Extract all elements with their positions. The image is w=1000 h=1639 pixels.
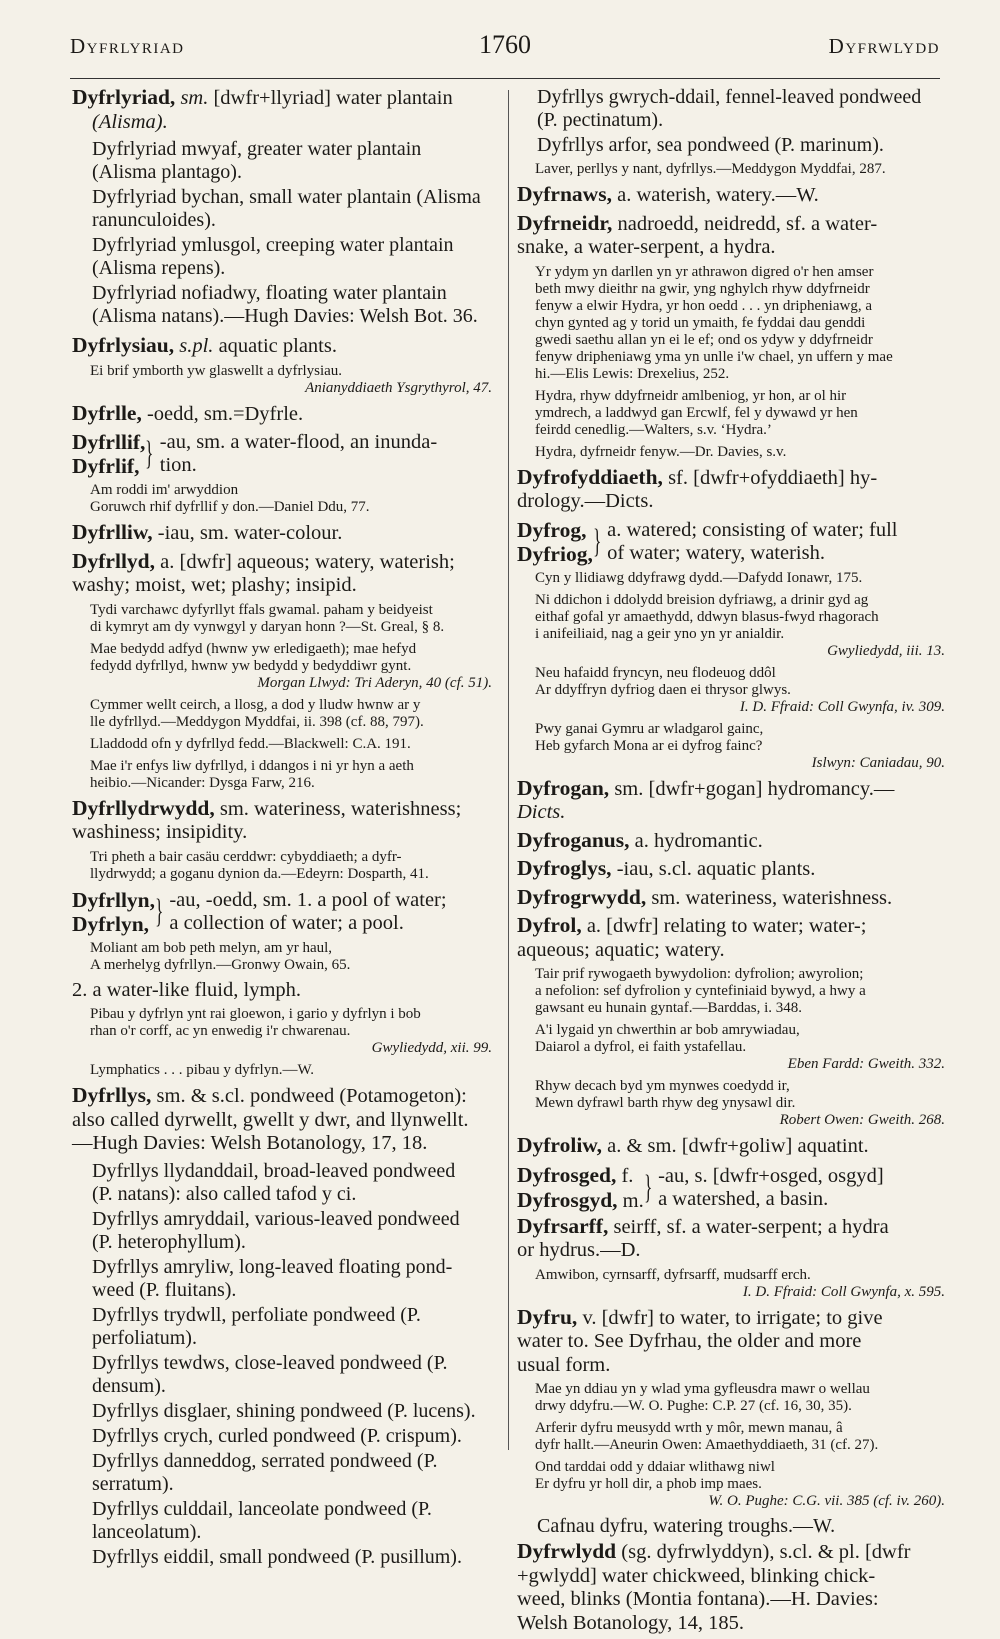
quotation: Mae i'r enfys liw dyfrllyd, i ddangos i ni yr hyn a aeth heibio.—Nicander: Dysga Farw, 216. — [90, 757, 414, 791]
page-number: 1760 — [479, 30, 531, 59]
subentry: Cafnau dyfru, watering troughs.—W. — [537, 1515, 836, 1537]
entry-dyfroliw: Dyfroliw, a. & sm. [dwfr+goliw] aquatint. — [517, 1133, 869, 1157]
subentry: Dyfrllys amryliw, long-leaved floating pond- weed (P. fluitans). — [92, 1255, 453, 1301]
entry-dyfrol: Dyfrol, a. [dwfr] relating to water; water-; aqueous; aquatic; watery. — [517, 913, 867, 961]
quotation: Tydi varchawc dyfyrllyt ffals gwamal. paham y beidyeist di kymryt am dy vynwgyl y daryan honn ?—St. Greal, § 8. — [90, 601, 445, 635]
subentry: Dyfrllys gwrych-ddail, fennel-leaved pondweed (P. pectinatum). — [537, 86, 922, 131]
quotation: Tair prif rywogaeth bywydolion: dyfrolion; awyrolion; a nefolion: sef dyfrolion y cyntefiniaid bywyd, a hwy a gawsant eu hunain gyntaf.—Barddas, i. 348. — [535, 966, 866, 1016]
subentry: Dyfrllys danneddog, serrated pondweed (P. serratum). — [92, 1449, 438, 1495]
subentry: Dyfrllys tewdws, close-leaved pondweed (P. densum). — [92, 1351, 448, 1397]
entry-dyfru: Dyfru, v. [dwfr] to water, to irrigate; to give water to. See Dyfrhau, the older and more usual form. — [517, 1304, 883, 1376]
entry-dyfrllys: Dyfrllys, sm. & s.cl. pondweed (Potamogeton): also called dyrwellt, gwellt y dwr, and llynwellt. —Hugh Davies: Welsh Botanology, 17, 18. — [72, 1083, 469, 1154]
sense-2: 2. a water-like fluid, lymph. — [72, 978, 302, 1001]
entry-dyfrlle: Dyfrlle, -oedd, sm.=Dyfrle. — [72, 400, 304, 425]
entry-dyfroglys: Dyfroglys, -iau, s.cl. aquatic plants. — [517, 856, 816, 880]
quotation: Amwibon, cyrnsarff, dyfrsarff, mudsarff erch. I. D. Ffraid: Coll Gwynfa, x. 595. — [535, 1266, 945, 1300]
entry-dyfrlliw: Dyfrlliw, -iau, sm. water-colour. — [72, 520, 343, 544]
entry-dyfrofyddiaeth: Dyfrofyddiaeth, sf. [dwfr+ofyddiaeth] hy- drology.—Dicts. — [517, 464, 878, 512]
entry-dyfrnaws: Dyfrnaws, a. waterish, watery.—W. — [517, 182, 819, 206]
brace: } — [155, 892, 164, 930]
quotation: Rhyw decach byd ym mynwes coedydd ir, Mewn dyfrawl barth rhyw deg ynysawl dir. Robert Owen: Gweith. 268. — [535, 1078, 945, 1128]
quotation: Ni ddichon i ddolydd breision dyfriawg, a drinir gyd ag eithaf gofal yr amaethydd, ddwyn blasus-fwyd rhagorach i anifeiliaid, nag a geir yno yn yr anialdir. Gwyliedydd, iii. 13. — [535, 591, 945, 659]
quotation: Cyn y llidiawg ddyfrawg dydd.—Dafydd Ionawr, 175. — [535, 569, 863, 586]
entry-dyfroganus: Dyfroganus, a. hydromantic. — [517, 827, 763, 852]
quotation: Mae yn ddiau yn y wlad yma gyfleusdra mawr o wellau drwy ddyfru.—W. O. Pughe: C.P. 27 (cf. 16, 30, 35). — [535, 1381, 870, 1414]
subentry: Dyfrlyriad mwyaf, greater water plantain (Alisma plantago). — [92, 138, 422, 183]
entry-dyfrog: Dyfrog, Dyfriog, } a. watered; consisting of water; full of water; watery, waterish. — [517, 517, 898, 566]
quotation: Ei brif ymborth yw glaswellt a dyfrlysiau. Anianyddiaeth Ysgrythyrol, 47. — [90, 362, 492, 396]
brace: } — [145, 435, 154, 472]
entry-dyfrogan: Dyfrogan, sm. [dwfr+gogan] hydromancy.— Dicts. — [517, 775, 895, 823]
subentry: Dyfrllys trydwll, perfoliate pondweed (P. perfoliatum). — [92, 1303, 421, 1349]
quotation: Yr ydym yn darllen yn yr athrawon digred o'r hen amser beth mwy dieithr na gwir, yng nghylch rhyw ddyfrneidr fenyw a elwir Hydra, yr hon oedd . . . yn dripheniawg, a chyn gynted ag y torid un ymaith, fe fyddai dau genddi gwedi saethu allan yn ei le ef; ond os ydyw y ddyfrneidr fenyw dripheniawg yma yn unlle i'w chael, yn uffern y mae hi.—Elis Lewis: Drexelius, 252. — [535, 263, 893, 382]
brace: } — [643, 1168, 652, 1206]
quotation: Mae bedydd adfyd (hwnw yw erledigaeth); mae hefyd fedydd dyfrllyd, hwnw yw bedydd y bedyddiwr gynt. Morgan Llwyd: Tri Aderyn, 40 (cf. 51). — [90, 640, 492, 691]
quotation: Hydra, rhyw ddyfrneidr amlbeniog, yr hon, ar ol hir ymdrech, a laddwyd gan Ercwlf, fel y dywawd yr hen feirdd cenedlig.—Walters, s.v. ‘Hydra.’ — [535, 387, 858, 438]
quotation: Ond tarddai odd y ddaiar wlithawg niwl Er dyfru yr holl dir, a phob imp maes. W. O. Pughe: C.G. vii. 385 (cf. iv. 260). — [535, 1459, 945, 1509]
entry-dyfrlyriad: Dyfrlyriad, sm. [dwfr+llyriad] water plantain (Alisma). — [72, 85, 453, 133]
quotation: Tri pheth a bair casäu cerddwr: cybyddiaeth; a dyfr- llydrwydd; a goganu dynion da.—Edeyrn: Dosparth, 41. — [90, 848, 429, 882]
quotation: Lladdodd ofn y dyfrllyd fedd.—Blackwell: C.A. 191. — [90, 735, 411, 752]
entry-dyfrneidr: Dyfrneidr, nadroedd, neidredd, sf. a water- snake, a water-serpent, a hydra. — [517, 210, 878, 258]
quotation: Pwy ganai Gymru ar wladgarol gainc, Heb gyfarch Mona ar ei dyfrog fainc? Islwyn: Caniadau, 90. — [535, 720, 945, 771]
quotation: Lymphatics . . . pibau y dyfrlyn.—W. — [90, 1062, 315, 1078]
brace: } — [592, 522, 602, 560]
header-rule — [70, 78, 940, 79]
quotation: Hydra, dyfrneidr fenyw.—Dr. Davies, s.v. — [535, 443, 787, 460]
quotation: Neu hafaidd fryncyn, neu flodeuog ddôl Ar ddyffryn dyfriog daen ei thrysor glwys. I. D. Ffraid: Coll Gwynfa, iv. 309. — [535, 664, 945, 715]
subentry: Dyfrllys amryddail, various-leaved pondweed (P. heterophyllum). — [92, 1207, 460, 1253]
quotation: Pibau y dyfrlyn ynt rai gloewon, i gario y dyfrlyn i bob rhan o'r corff, ac yn enwedig i'r chwarenau. Gwyliedydd, xii. 99. — [90, 1006, 492, 1056]
right-column — [517, 86, 945, 1639]
entry-dyfrllydrwydd: Dyfrllydrwydd, sm. wateriness, waterishness; washiness; insipidity. — [72, 795, 462, 843]
header-right-guideword: Dyfrwlydd — [828, 34, 940, 58]
subentry: Dyfrlyriad bychan, small water plantain (Alisma ranunculoides). — [92, 186, 481, 231]
subentry: Dyfrllys disglaer, shining pondweed (P. lucens). — [92, 1399, 476, 1422]
subentry: Dyfrlyriad ymlusgol, creeping water plantain (Alisma repens). — [92, 234, 454, 279]
header-left-guideword: Dyfrlyriad — [70, 34, 185, 58]
entry-dyfrllif: Dyfrllif, Dyfrlif, } -au, sm. a water-flood, an inunda- tion. — [72, 430, 438, 478]
subentry: Dyfrllys arfor, sea pondweed (P. marinum). — [537, 134, 884, 156]
quotation: Cymmer wellt ceirch, a llosg, a dod y lludw hwnw ar y lle dyfrllyd.—Meddygon Myddfai, ii. 398 (cf. 88, 797). — [90, 696, 424, 730]
entry-dyfrlysiau: Dyfrlysiau, s.pl. aquatic plants. — [72, 333, 337, 357]
subentry: Dyfrllys crych, curled pondweed (P. crispum). — [92, 1424, 462, 1447]
subentry: Dyfrllys culddail, lanceolate pondweed (P. lanceolatum). — [92, 1497, 432, 1543]
subentry: Dyfrllys llydanddail, broad-leaved pondweed (P. natans): also called tafod y ci. — [92, 1159, 456, 1205]
entry-dyfrllyn: Dyfrllyn, Dyfrlyn, } -au, -oedd, sm. 1. a pool of water; a collection of water; a pool. — [72, 887, 447, 936]
quotation: Laver, perllys y nant, dyfrllys.—Meddygon Myddfai, 287. — [535, 161, 886, 177]
quotation: Am roddi im' arwyddion Goruwch rhif dyfrllif y don.—Daniel Ddu, 77. — [90, 482, 370, 515]
entry-dyfrwlydd: Dyfrwlydd (sg. dyfrwlyddyn), s.cl. & pl. [dwfr +gwlydd] water chickweed, blinking chick- weed, blinks (Montia fontana).—H. Davies: Welsh Botanology, 14, 185. — [517, 1539, 911, 1634]
entry-dyfrllyd: Dyfrllyd, a. [dwfr] aqueous; watery, waterish; washy; moist, wet; plashy; insipid. — [72, 548, 455, 596]
left-column — [72, 86, 492, 1571]
subentry: Dyfrllys eiddil, small pondweed (P. pusillum). — [92, 1545, 462, 1568]
entry-dyfrosged: Dyfrosged, f. Dyfrosgyd, m. } -au, s. [dwfr+osged, osgyd] a watershed, a basin. — [517, 1162, 884, 1212]
quotation: Arferir dyfru meusydd wrth y môr, mewn manau, â dyfr hallt.—Aneurin Owen: Amaethyddiaeth, 31 (cf. 27). — [535, 1420, 879, 1453]
running-header — [70, 30, 940, 74]
subentry: Dyfrlyriad nofiadwy, floating water plantain (Alisma natans).—Hugh Davies: Welsh Bot. 36. — [92, 282, 478, 327]
entry-dyfrogrwydd: Dyfrogrwydd, sm. wateriness, waterishness. — [517, 884, 893, 909]
quotation: Moliant am bob peth melyn, am yr haul, A merhelyg dyfrllyn.—Gronwy Owain, 65. — [90, 939, 351, 973]
entry-dyfrsarff: Dyfrsarff, seirff, sf. a water-serpent; a hydra or hydrus.—D. — [517, 1213, 889, 1261]
column-divider — [508, 90, 509, 1450]
quotation: A'i lygaid yn chwerthin ar bob amrywiadau, Daiarol a dyfrol, ei faith ystafellau. Eben Fardd: Gweith. 332. — [535, 1022, 945, 1072]
